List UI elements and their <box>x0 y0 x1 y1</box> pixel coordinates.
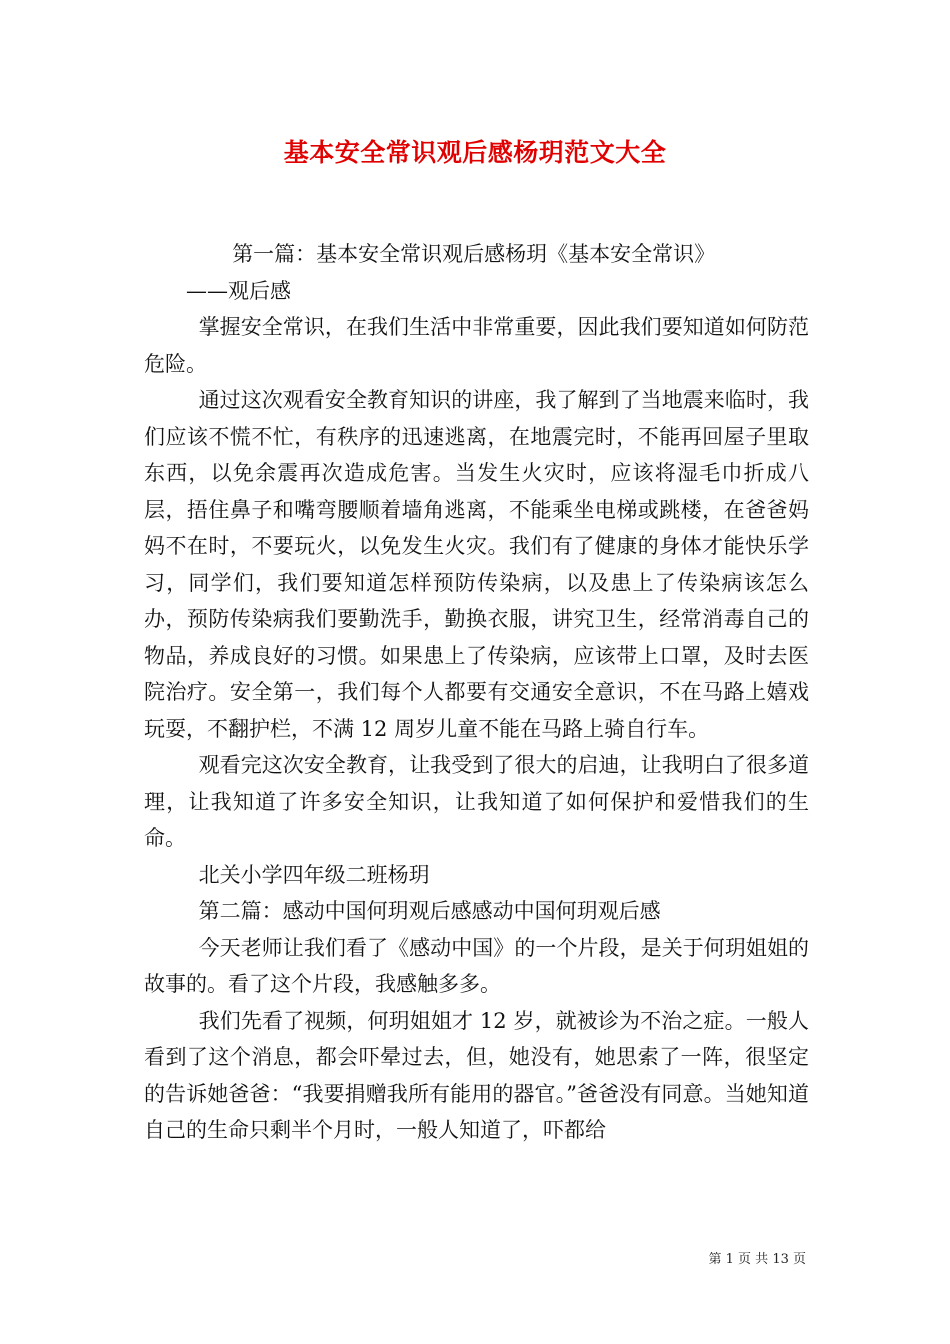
body-paragraph: 观看完这次安全教育，让我受到了很大的启迪，让我明白了很多道理，让我知道了许多安全知识，让我知道了如何保护和爱惜我们的生命。 <box>144 753 809 850</box>
section-subheading-1: ——观后感 <box>186 278 291 303</box>
page-number: 第 1 页 共 13 页 <box>708 1252 806 1267</box>
body-paragraph: 掌握安全常识，在我们生活中非常重要，因此我们要知道如何防范危险。 <box>144 315 809 376</box>
document-title: 基本安全常识观后感杨玥范文大全 <box>283 138 667 167</box>
body-paragraph: 今天老师让我们看了《感动中国》的一个片段，是关于何玥姐姐的故事的。看了这个片段，我感触多多。 <box>144 935 809 996</box>
section-heading-2: 第二篇：感动中国何玥观后感感动中国何玥观后感 <box>198 899 661 923</box>
body-paragraph: 我们先看了视频，何玥姐姐才 12 岁，就被诊为不治之症。一般人看到了这个消息，都会吓晕过去，但，她没有，她思索了一阵，很坚定的告诉她爸爸：“我要捐赠我所有能用的器官。”爸爸没有同意。当她知道自己的生命只剩半个月时，一般人知道了，吓都给 <box>144 1008 809 1142</box>
document-body <box>144 236 809 1149</box>
body-paragraph: 通过这次观看安全教育知识的讲座，我了解到了当地震来临时，我们应该不慌不忙，有秩序的迅速逃离，在地震完时，不能再回屋子里取东西，以免余震再次造成危害。当发生火灾时，应该将湿毛巾折成八层，捂住鼻子和嘴弯腰顺着墙角逃离，不能乘坐电梯或跳楼，在爸爸妈妈不在时，不要玩火，以免发生火灾。我们有了健康的身体才能快乐学习，同学们，我们要知道怎样预防传染病，以及患上了传染病该怎么办，预防传染病我们要勤洗手，勤换衣服，讲究卫生，经常消毒自己的物品，养成良好的习惯。如果患上了传染病，应该带上口罩，及时去医院治疗。安全第一，我们每个人都要有交通安全意识，不在马路上嬉戏玩耍，不翻护栏，不满 12 周岁儿童不能在马路上骑自行车。 <box>144 388 809 741</box>
author-signature: 北关小学四年级二班杨玥 <box>198 862 430 887</box>
section-heading-1: 第一篇：基本安全常识观后感杨玥《基本安全常识》 <box>232 242 716 266</box>
